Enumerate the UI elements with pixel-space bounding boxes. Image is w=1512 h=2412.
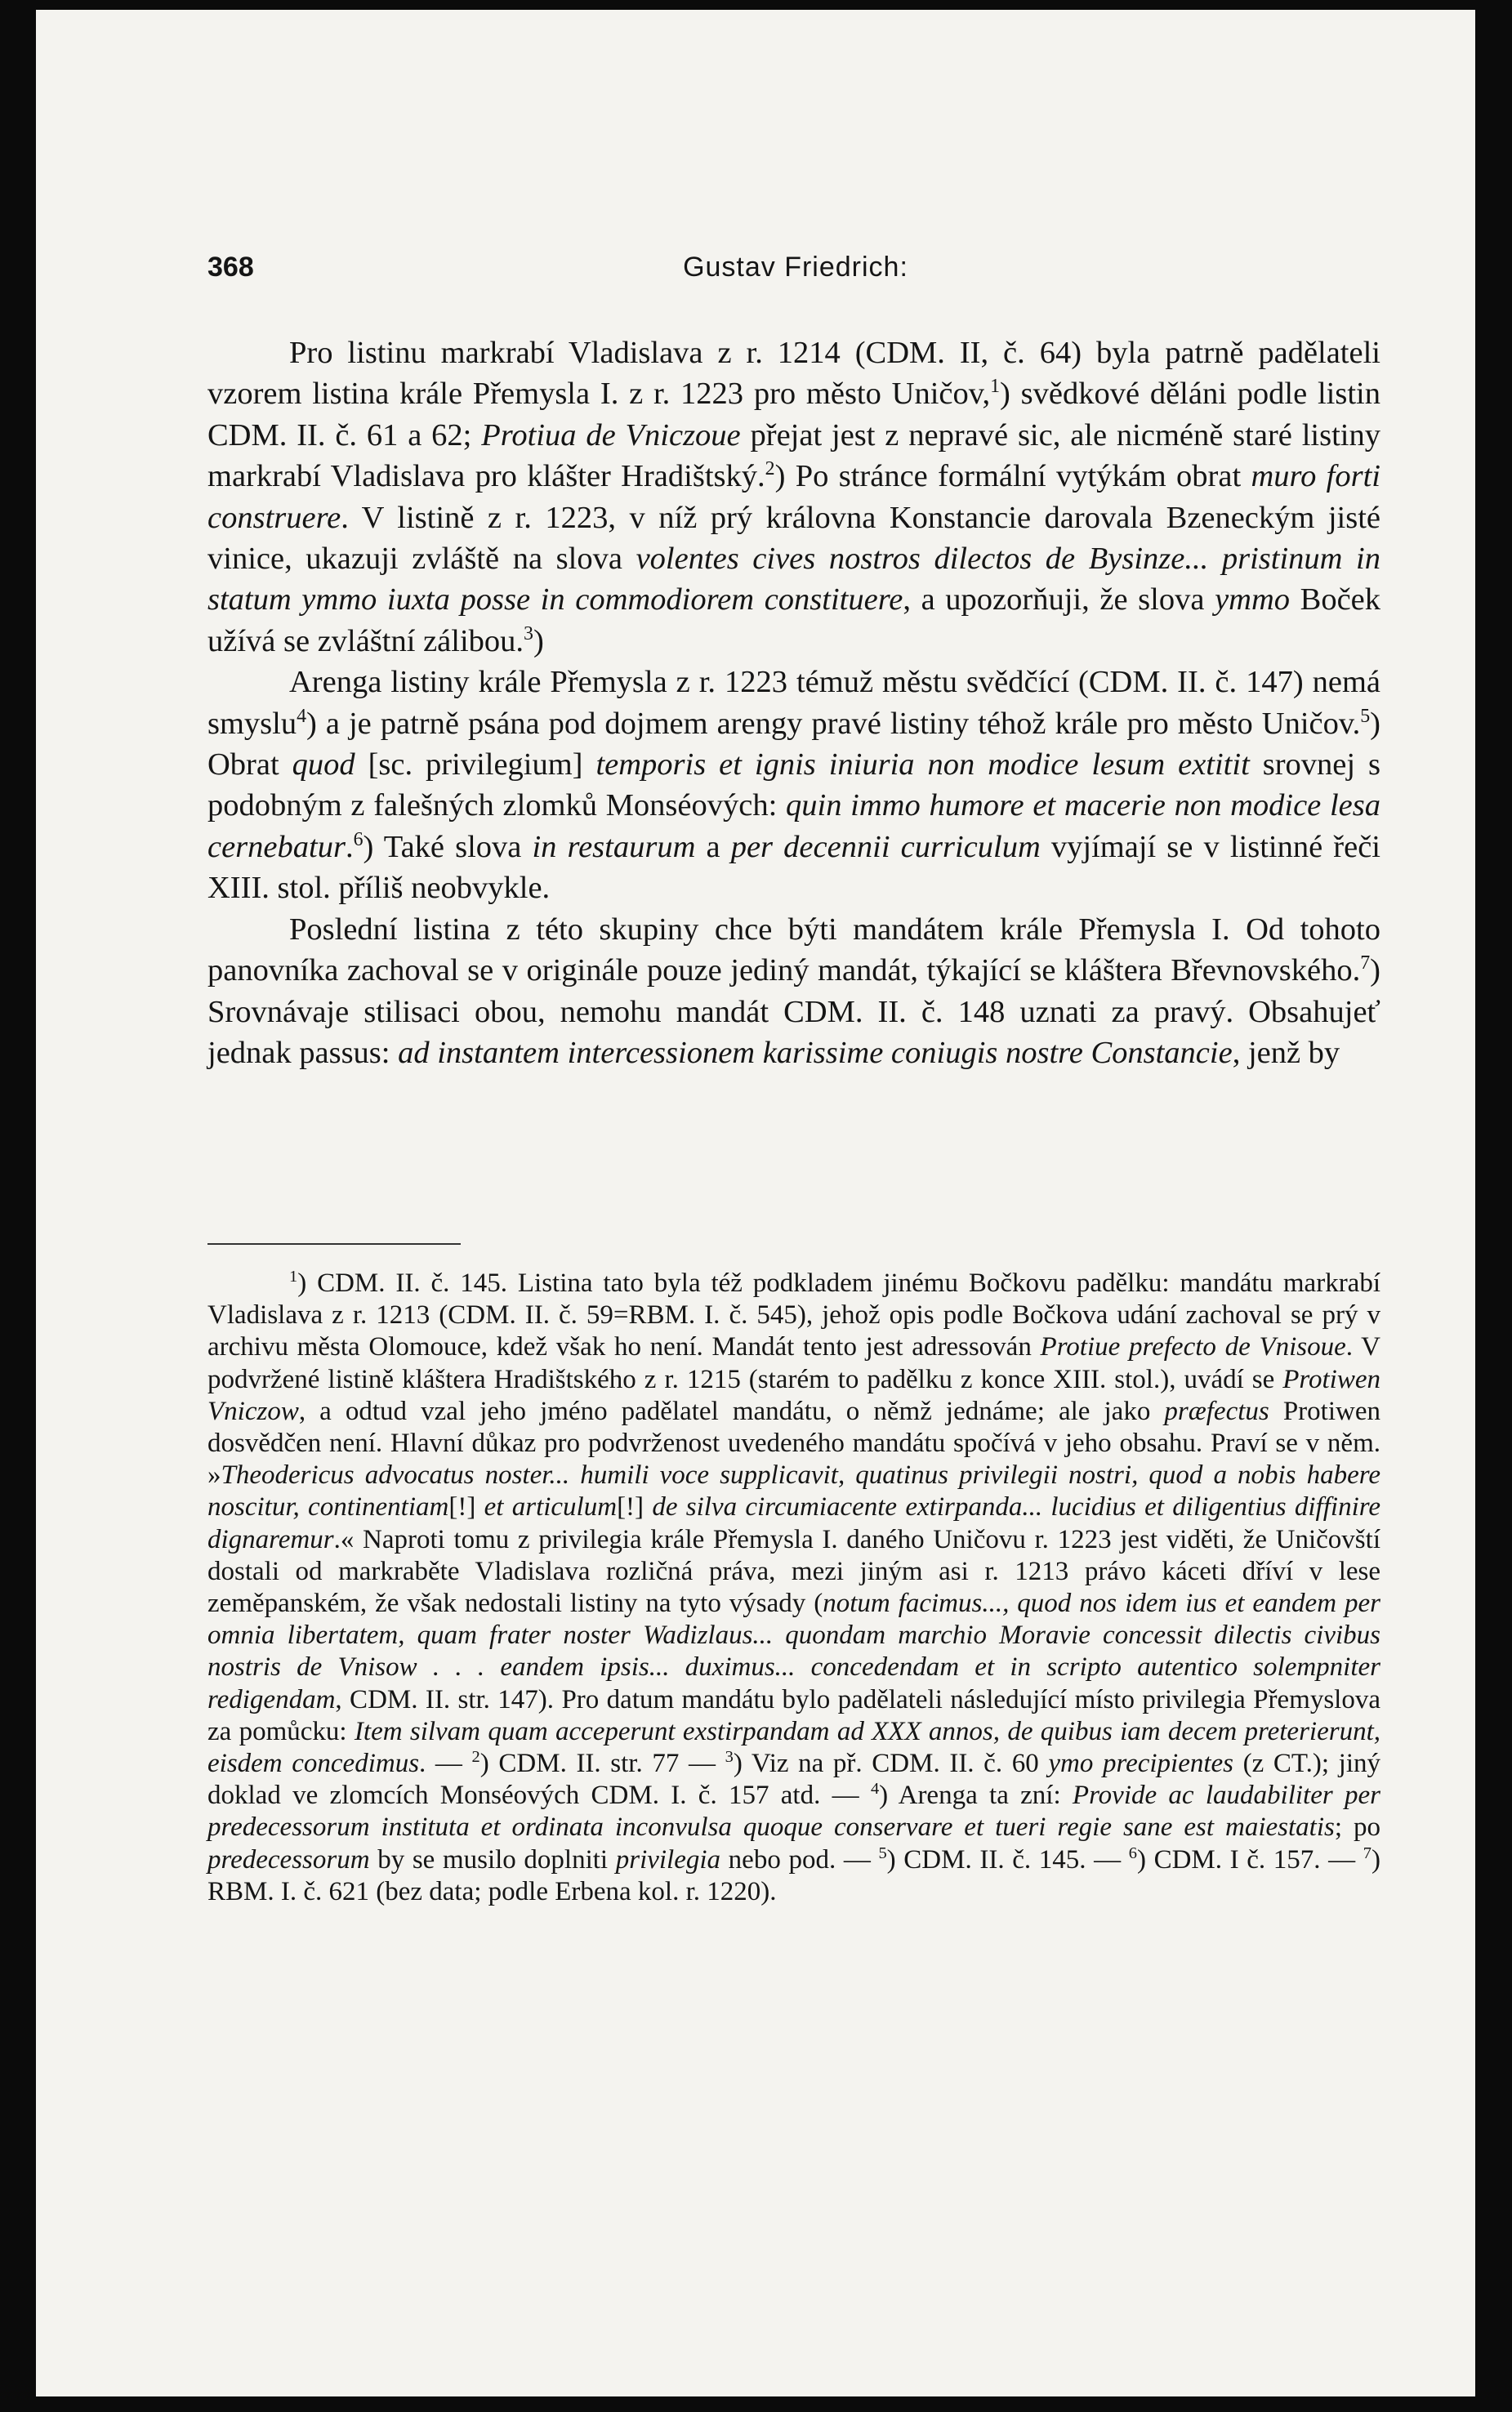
main-text (207, 332, 1380, 1073)
book-page (36, 10, 1475, 2396)
footnotes (207, 1268, 1380, 1908)
page-header (207, 252, 1384, 292)
page-number: 368 (207, 252, 254, 283)
paragraph: Poslední listina z této skupiny chce býti mandátem krále Přemysla I. Od tohoto panovníka zachoval se v originále pouze jediný mandát, týkající se kláštera Břevnovského.$^7$) Srovnávaje stilisaci obou, nemohu mandát CDM. II. č. 148 uznati za pravý. Obsahujeť jednak passus: ad instantem intercessionem karissime coniugis nostre Constancie, jenž by (207, 912, 1380, 1070)
footnote-block: $^1$) CDM. II. č. 145. Listina tato byla též podkladem jinému Bočkovu padělku: mandátu markrabí Vladislava z r. 1213 (CDM. II. č. 59=RBM. I. č. 545), jehož opis podle Bočkova udání zachoval se prý v archivu města Olomouce, kdež však ho není. Mandát tento jest adressován Protiue prefecto de Vnisoue. V podvržené listině kláštera Hradištského z r. 1215 (starém to padělku z konce XIII. stol.), uvádí se Protiwen Vniczow, a odtud vzal jeho jméno padělatel mandátu, o němž jednáme; ale jako præfectus Protiwen dosvědčen není. Hlavní důkaz pro podvrženost uvedeného mandátu spočívá v jeho obsahu. Praví se v něm. »Theodericus advocatus noster... humili voce supplicavit, quatinus privilegii nostri, quod a nobis habere noscitur, continentiam[!] et articulum[!] de silva circumiacente extirpanda... lucidius et diligentius diffinire dignaremur.« Naproti tomu z privilegia krále Přemysla I. daného Uničovu r. 1223 jest viděti, že Uničovští dostali od markraběte Vladislava rozličná práva, mezi jiným asi r. 1213 právo káceti dříví v lese zeměpanském, že však nedostali listiny na tyto výsady (notum facimus..., quod nos idem ius et eandem per omnia libertatem, quam frater noster Wadizlaus... quondam marchio Moravie concessit dilectis civibus nostris de Vnisow . . . eandem ipsis... duximus... concedendam et in scripto autentico solempniter redigendam, CDM. II. str. 147). Pro datum mandátu bylo padělateli následující místo privilegia Přemyslova za pomůcku: Item silvam quam acceperunt exstirpandam ad XXX annos, de quibus iam decem preterierunt, eisdem concedimus. — $^2$) CDM. II. str. 77 — $^3$) Viz na př. CDM. II. č. 60 ymo precipientes (z CT.); jiný doklad ve zlomcích Monséových CDM. I. č. 157 atd. — $^4$) Arenga ta zní: Provide ac laudabiliter per predecessorum instituta et ordinata inconvulsa quoque conservare et tueri regie sane est maiestatis; po predecessorum by se musilo doplniti privilegia nebo pod. — $^5$) CDM. II. č. 145. — $^6$) CDM. I č. 157. — $^7$) RBM. I. č. 621 (bez data; podle Erbena kol. r. 1220). (207, 1268, 1381, 1906)
footnote-separator (207, 1243, 461, 1245)
paragraph: Arenga listiny krále Přemysla z r. 1223 témuž městu svědčící (CDM. II. č. 147) nemá smyslu$^4$) a je patrně psána pod dojmem arengy pravé listiny téhož krále pro město Uničov.$^5$) Obrat quod [sc. privilegium] temporis et ignis iniuria non modice lesum extitit srovnej s podobným z falešných zlomků Monséových: quin immo humore et macerie non modice lesa cernebatur.$^6$) Také slova in restaurum a per decennii curriculum vyjímají se v listinné řeči XIII. stol. příliš neobvykle. (207, 665, 1381, 906)
paragraph: Pro listinu markrabí Vladislava z r. 1214 (CDM. II, č. 64) byla patrně padělateli vzorem listina krále Přemysla I. z r. 1223 pro město Uničov,$^1$) svědkové děláni podle listin CDM. II. č. 61 a 62; Protiua de Vniczoue přejat jest z nepravé sic, ale nicméně staré listiny markrabí Vladislava pro klášter Hradištský.$^2$) Po stránce formální vytýkám obrat muro forti construere. V listině z r. 1223, v níž prý královna Konstancie darovala Bzeneckým jisté vinice, ukazuji zvláště na slova volentes cives nostros dilectos de Bysinze... pristinum in statum ymmo iuxta posse in commodiorem constituere, a upozorňuji, že slova ymmo Boček užívá se zvláštní zálibou.$^3$) (207, 336, 1380, 658)
running-head: Gustav Friedrich: (683, 252, 908, 283)
